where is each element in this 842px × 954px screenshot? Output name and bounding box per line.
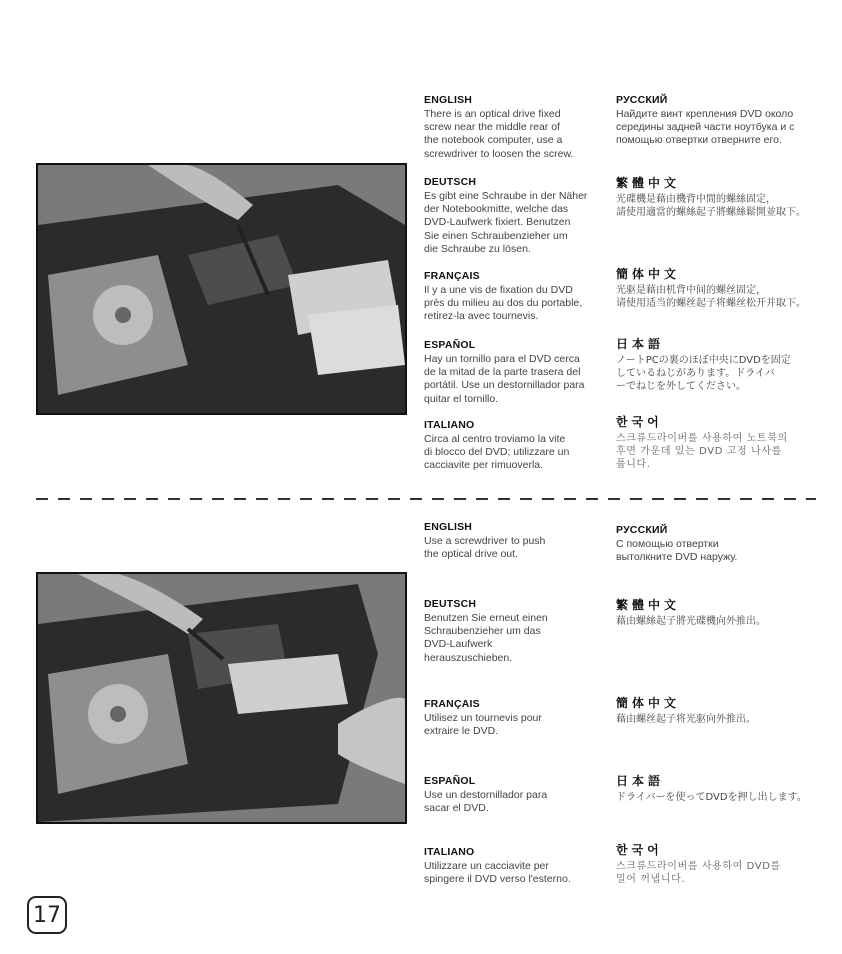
s2-espanol bbox=[424, 775, 547, 815]
s2-english-label: ENGLISH bbox=[424, 521, 473, 533]
s1-korean-text: 스크류드라이버를 사용하여 노트북의 후면 가운데 있는 DVD 고정 나사를 풉니다. bbox=[616, 433, 788, 471]
s2-italiano-text: Utilizzare un cacciavite per spingere il DVD verso l'esterno. bbox=[424, 860, 571, 886]
s2-francais bbox=[424, 698, 542, 738]
laptop-underside-illustration bbox=[38, 165, 405, 413]
s1-simp-chinese bbox=[616, 265, 806, 310]
s2-english-text: Use a screwdriver to push the optical drive out. bbox=[424, 535, 546, 561]
s2-trad-chinese bbox=[616, 596, 766, 628]
s1-korean bbox=[616, 413, 788, 472]
s1-trad-chinese bbox=[616, 174, 806, 219]
s1-espanol-label: ESPAÑOL bbox=[424, 339, 476, 351]
s2-japanese-text: ドライバーを使ってDVDを押し出します。 bbox=[616, 792, 807, 803]
s2-korean bbox=[616, 841, 781, 886]
s2-italiano-label: ITALIANO bbox=[424, 846, 475, 858]
s1-italiano-text: Circa al centro troviamo la vite di blocco del DVD; utilizzare un cacciavite per rimuoverla. bbox=[424, 433, 570, 472]
s1-korean-label: 한국어 bbox=[616, 415, 663, 429]
s1-deutsch-label: DEUTSCH bbox=[424, 176, 477, 188]
s2-russian-text: С помощью отвертки вытолкните DVD наружу. bbox=[616, 538, 738, 564]
s1-simp-chinese-label: 簡体中文 bbox=[616, 267, 681, 281]
s1-trad-chinese-text: 光碟機是藉由機背中間的螺絲固定， 請使用適當的螺絲起子將螺絲鬆開並取下。 bbox=[616, 194, 806, 219]
s1-deutsch-text: Es gibt eine Schraube in der Näher der Notebookmitte, welche das DVD-Laufwerk fixiert. Benutzen Sie einen Schraubenzieher um die Schraube zu lösen. bbox=[424, 190, 588, 255]
s2-korean-label: 한국어 bbox=[616, 843, 663, 857]
s2-deutsch-text: Benutzen Sie erneut einen Schraubenzieher um das DVD-Laufwerk herauszuschieben. bbox=[424, 612, 548, 664]
s1-russian bbox=[616, 94, 794, 148]
s2-russian bbox=[616, 524, 737, 564]
photo-loosen-screw bbox=[36, 163, 407, 415]
s1-simp-chinese-text: 光驱是藉由机背中间的螺丝固定， 请使用适当的螺丝起子将螺丝松开并取下。 bbox=[616, 285, 806, 310]
s1-russian-label: РУССКИЙ bbox=[616, 94, 668, 106]
s1-trad-chinese-label: 繁體中文 bbox=[616, 176, 681, 190]
s2-deutsch-label: DEUTSCH bbox=[424, 598, 477, 610]
s1-deutsch bbox=[424, 176, 587, 256]
s1-francais-label: FRANÇAIS bbox=[424, 270, 480, 282]
s2-trad-chinese-label: 繁體中文 bbox=[616, 598, 681, 612]
s2-francais-text: Utilisez un tournevis pour extraire le DVD. bbox=[424, 712, 542, 738]
s2-simp-chinese-label: 簡体中文 bbox=[616, 696, 681, 710]
s2-simp-chinese bbox=[616, 694, 756, 726]
s2-deutsch bbox=[424, 598, 548, 665]
s2-espanol-text: Use un destornillador para sacar el DVD. bbox=[424, 789, 548, 815]
s2-english bbox=[424, 521, 545, 561]
s2-korean-text: 스크류드라이버를 사용하여 DVD를 밀어 꺼냅니다. bbox=[616, 861, 781, 886]
s2-italiano bbox=[424, 846, 571, 886]
s1-japanese-label: 日本語 bbox=[616, 337, 665, 351]
s2-japanese bbox=[616, 772, 807, 804]
section-divider bbox=[36, 498, 816, 500]
photo-push-drive-out bbox=[36, 572, 407, 824]
s1-francais-text: Il y a une vis de fixation du DVD près du milieu au dos du portable, retirez-la avec tournevis. bbox=[424, 284, 583, 323]
s1-english bbox=[424, 94, 573, 161]
s1-english-label: ENGLISH bbox=[424, 94, 473, 106]
page-number: 17 bbox=[27, 896, 67, 934]
s1-italiano-label: ITALIANO bbox=[424, 419, 475, 431]
s2-francais-label: FRANÇAIS bbox=[424, 698, 480, 710]
s1-english-text: There is an optical drive fixed screw near the middle rear of the notebook computer, use a screwdriver to loosen the screw. bbox=[424, 108, 574, 160]
s2-simp-chinese-text: 藉由螺丝起子将光驱向外推出。 bbox=[616, 714, 756, 725]
s1-espanol bbox=[424, 339, 585, 406]
s2-espanol-label: ESPAÑOL bbox=[424, 775, 476, 787]
s1-francais bbox=[424, 270, 582, 324]
s2-russian-label: РУССКИЙ bbox=[616, 524, 668, 536]
s1-espanol-text: Hay un tornillo para el DVD cerca de la mitad de la parte trasera del portátil. Use un destornillador para quitar el tornillo. bbox=[424, 353, 585, 405]
s2-trad-chinese-text: 藉由螺絲起子將光碟機向外推出。 bbox=[616, 616, 766, 627]
s1-italiano bbox=[424, 419, 569, 473]
s2-japanese-label: 日本語 bbox=[616, 774, 665, 788]
s1-japanese bbox=[616, 335, 791, 394]
s1-japanese-text: ノートPCの裏のほぼ中央にDVDを固定 しているねじがあります。ドライバ ーでねじを外してください。 bbox=[616, 355, 791, 393]
s1-russian-text: Найдите винт крепления DVD около середины задней части ноутбука и с помощью отвертки отверните его. bbox=[616, 108, 795, 147]
laptop-underside-illustration-2 bbox=[38, 574, 405, 822]
